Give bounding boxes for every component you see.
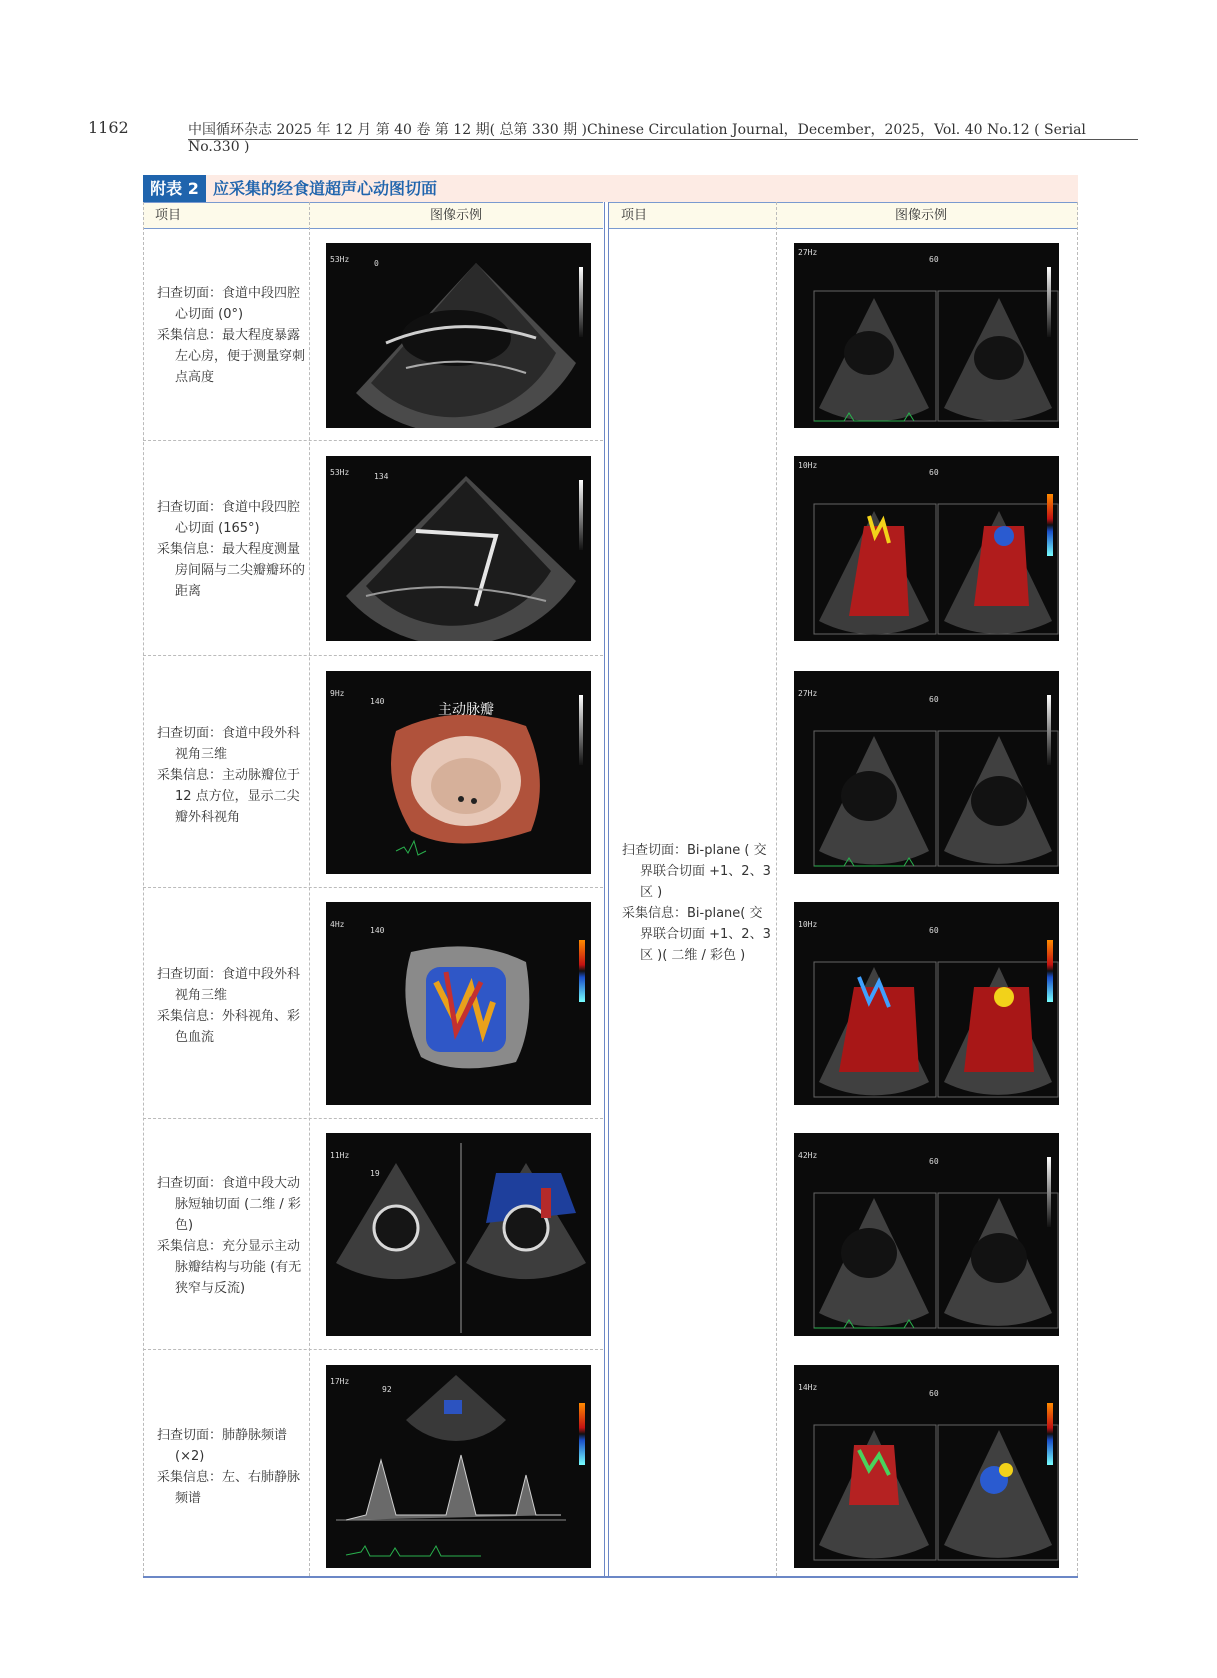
angle-label: 140 [370,697,385,706]
frame-rate-label: 27Hz [798,248,818,257]
color-map-bar [579,1403,585,1465]
page-number: 1162 [88,118,129,137]
frame-rate-label: 10Hz [798,920,818,929]
dual-sax-sectors [326,1133,591,1336]
frame-rate-label: 53Hz [330,468,350,477]
row-3-info: 采集信息：主动脉瓣位于 12 点方位，显示二尖瓣外科视角 [157,768,301,825]
echo-image-3d-color [326,902,591,1105]
biplane-item [622,840,772,966]
echo-image-4ch-165 [326,456,591,641]
right-column-header [609,202,1078,229]
biplane-info: 采集信息：Bi-plane( 交界联合切面 +1、2、3 区 )( 二维 / 彩色 ) [622,906,771,963]
table-tag: 附表 2 [143,175,206,202]
grayscale-bar [1047,267,1051,337]
row-6-view: 扫查切面：肺静脉频谱 (×2) [157,1428,288,1464]
color-map-bar [1047,940,1053,1002]
center-double-rule [604,202,609,1578]
left-table-edge [143,202,144,1576]
col-image-left: 图像示例 [430,208,483,223]
angle-label: 19 [370,1169,380,1178]
echo-image-4ch-0 [326,243,591,428]
running-header [88,118,1138,155]
biplane-image-2-color [794,456,1059,641]
color-map-bar [579,940,585,1002]
col-image-right: 图像示例 [895,208,948,223]
table-row-3-item [157,723,305,828]
row-separator [143,1118,603,1119]
row-4-info: 采集信息：外科视角、彩色血流 [157,1009,301,1045]
appendix-table [143,175,1078,1578]
frame-rate-label: 14Hz [798,1383,818,1392]
frame-rate-label: 42Hz [798,1151,818,1160]
frame-rate-label: 10Hz [798,461,818,470]
angle-label: 0 [374,259,379,268]
angle-label: 92 [382,1385,392,1394]
angle-label: 134 [374,472,389,481]
aortic-valve-annotation: 主动脉瓣 [438,702,494,718]
row-3-view: 扫查切面：食道中段外科视角三维 [157,726,301,762]
doppler-spectrum [326,1365,591,1568]
biplane-sectors [794,671,1059,874]
row-separator [143,1349,603,1350]
row-2-view: 扫查切面：食道中段四腔心切面 (165°) [157,500,301,536]
echo-sector [326,243,591,428]
biplane-color-sectors [794,1365,1059,1568]
left-column-header [143,202,603,229]
table-row-5-item [157,1173,305,1299]
row-2-info: 采集信息：最大程度测量房间隔与二尖瓣瓣环的距离 [157,542,306,599]
row-5-view: 扫查切面：食道中段大动脉短轴切面 (二维 / 彩色) [157,1176,301,1233]
grayscale-bar [579,695,583,765]
biplane-image-5 [794,1133,1059,1336]
row-5-info: 采集信息：充分显示主动脉瓣结构与功能 (有无狭窄与反流) [157,1239,302,1296]
echo-image-aortic-sax [326,1133,591,1336]
echo-image-3d-surgical [326,671,591,874]
grayscale-bar [1047,1157,1051,1227]
left-column-divider [309,202,310,1576]
biplane-color-sectors [794,456,1059,641]
angle-label: 60 [929,1389,939,1398]
row-6-info: 采集信息：左、右肺静脉频谱 [157,1470,301,1506]
table-row-6-item [157,1425,305,1509]
angle-label: 60 [929,695,939,704]
echo-sector [326,456,591,641]
col-item-right: 项目 [621,208,648,223]
biplane-image-3 [794,671,1059,874]
3d-color-render [326,902,591,1105]
table-title: 应采集的经食道超声心动图切面 [213,179,438,198]
table-bottom-rule [143,1576,1078,1578]
table-row-2-item [157,497,305,602]
angle-label: 60 [929,255,939,264]
right-column-divider [776,202,777,1576]
right-table-edge [1077,202,1078,1576]
row-separator [143,440,603,441]
frame-rate-label: 53Hz [330,255,350,264]
color-map-bar [1047,494,1053,556]
color-map-bar [1047,1403,1053,1465]
angle-label: 60 [929,926,939,935]
row-1-info: 采集信息：最大程度暴露左心房，便于测量穿刺点高度 [157,328,306,385]
header-rule [188,139,1138,140]
row-separator [143,887,603,888]
journal-citation: 中国循环杂志 2025 年 12 月 第 40 卷 第 12 期( 总第 330 期 )Chinese Circulation Journal，December，2025，Vol. 40 No.12 ( Serial No.330 ) [188,122,1086,155]
col-item-left: 项目 [155,208,182,223]
row-separator [143,655,603,656]
frame-rate-label: 4Hz [330,920,345,929]
row-1-view: 扫查切面：食道中段四腔心切面 (0°) [157,286,301,322]
frame-rate-label: 11Hz [330,1151,350,1160]
angle-label: 60 [929,1157,939,1166]
grayscale-bar [579,480,583,550]
biplane-image-1 [794,243,1059,428]
biplane-image-4-color [794,902,1059,1105]
table-row-1-item [157,283,305,388]
angle-label: 60 [929,468,939,477]
biplane-sectors [794,1133,1059,1336]
grayscale-bar [579,267,583,337]
table-row-4-item [157,964,305,1048]
biplane-image-6-color [794,1365,1059,1568]
frame-rate-label: 27Hz [798,689,818,698]
grayscale-bar [1047,695,1051,765]
frame-rate-label: 9Hz [330,689,345,698]
angle-label: 140 [370,926,385,935]
biplane-view: 扫查切面：Bi-plane ( 交界联合切面 +1、2、3 区 ) [622,843,771,900]
table-title-bar [143,175,1078,202]
biplane-sectors [794,243,1059,428]
row-4-view: 扫查切面：食道中段外科视角三维 [157,967,301,1003]
echo-image-pv-doppler [326,1365,591,1568]
frame-rate-label: 17Hz [330,1377,350,1386]
biplane-color-sectors [794,902,1059,1105]
